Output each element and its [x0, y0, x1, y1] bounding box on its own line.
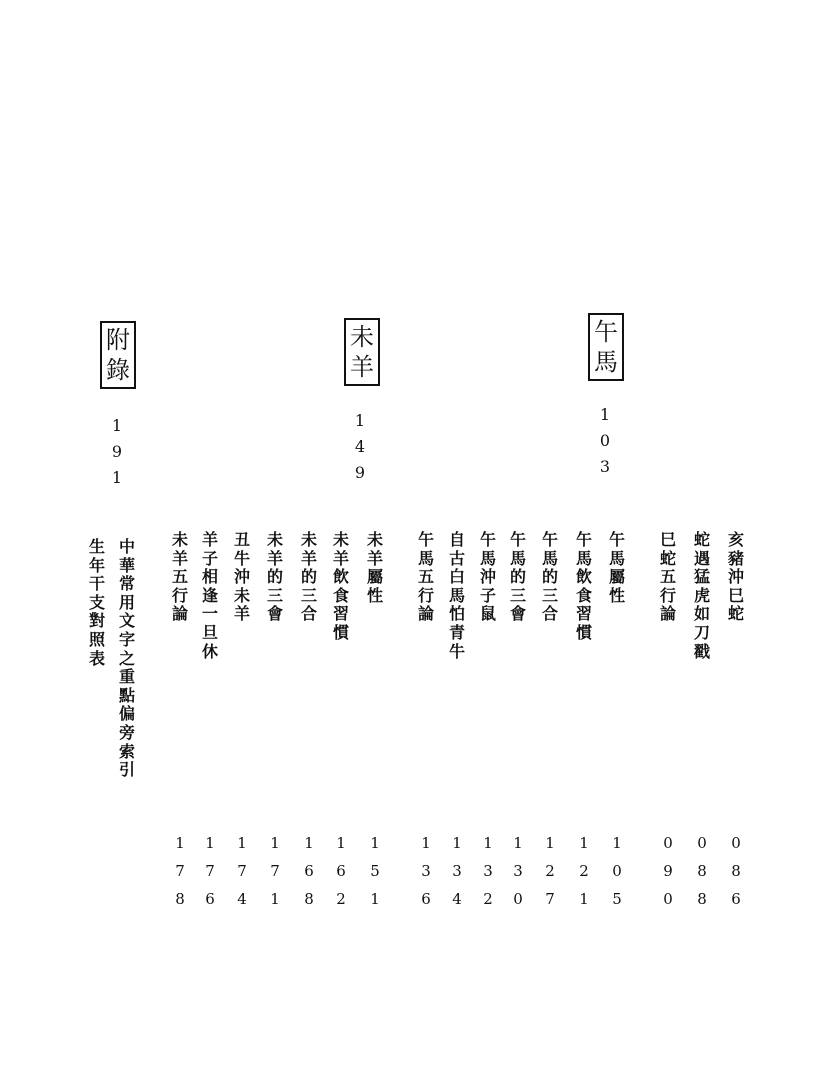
entry-title: 午 馬 的 三 合 [541, 530, 558, 624]
entry-title: 未 羊 的 三 合 [300, 530, 317, 624]
entry-page-number: 1 6 8 [304, 834, 314, 908]
entry-page-number: 1 0 5 [612, 834, 622, 908]
entry-title: 羊 子 相 逢 一 旦 休 [201, 530, 218, 661]
entry-title: 中 華 常 用 文 字 之 重 點 偏 旁 索 引 [118, 537, 135, 780]
entry-title: 午 馬 沖 子 鼠 [479, 530, 496, 624]
entry-title: 未 羊 飲 食 習 慣 [332, 530, 349, 642]
entry-title: 未 羊 五 行 論 [171, 530, 188, 624]
entry-page-number: 1 3 6 [421, 834, 431, 908]
entry-page-number: 0 8 6 [731, 834, 741, 908]
entry-title: 未 羊 屬 性 [366, 530, 383, 605]
entry-page-number: 1 7 8 [175, 834, 185, 908]
section-label-2: 附 錄 [100, 321, 136, 389]
section-label-1: 未 羊 [344, 318, 380, 386]
entry-title: 午 馬 屬 性 [608, 530, 625, 605]
entry-page-number: 1 2 1 [579, 834, 589, 908]
entry-page-number: 1 5 1 [370, 834, 380, 908]
entry-page-number: 0 9 0 [663, 834, 673, 908]
entry-title: 未 羊 的 三 會 [266, 530, 283, 624]
entry-title: 蛇 遇 猛 虎 如 刀 戳 [693, 530, 710, 661]
entry-page-number: 1 6 2 [336, 834, 346, 908]
entry-title: 亥 豬 沖 巳 蛇 [727, 530, 744, 624]
section-number-1: 1 4 9 [354, 411, 366, 482]
entry-page-number: 1 3 2 [483, 834, 493, 908]
entry-page-number: 0 8 8 [697, 834, 707, 908]
entry-title: 午 馬 的 三 會 [509, 530, 526, 624]
entry-title: 丑 牛 沖 未 羊 [233, 530, 250, 624]
entry-title: 午 馬 飲 食 習 慣 [575, 530, 592, 642]
entry-page-number: 1 3 0 [513, 834, 523, 908]
section-number-2: 1 9 1 [111, 416, 123, 487]
entry-page-number: 1 7 4 [237, 834, 247, 908]
entry-title: 午 馬 五 行 論 [417, 530, 434, 624]
entry-page-number: 1 7 6 [205, 834, 215, 908]
entry-page-number: 1 7 1 [270, 834, 280, 908]
entry-title: 巳 蛇 五 行 論 [659, 530, 676, 624]
entry-page-number: 1 3 4 [452, 834, 462, 908]
entry-title: 生 年 干 支 對 照 表 [88, 537, 105, 668]
entry-title: 自 古 白 馬 怕 青 牛 [448, 530, 465, 661]
section-number-0: 1 0 3 [599, 405, 611, 476]
entry-page-number: 1 2 7 [545, 834, 555, 908]
section-label-0: 午 馬 [588, 313, 624, 381]
